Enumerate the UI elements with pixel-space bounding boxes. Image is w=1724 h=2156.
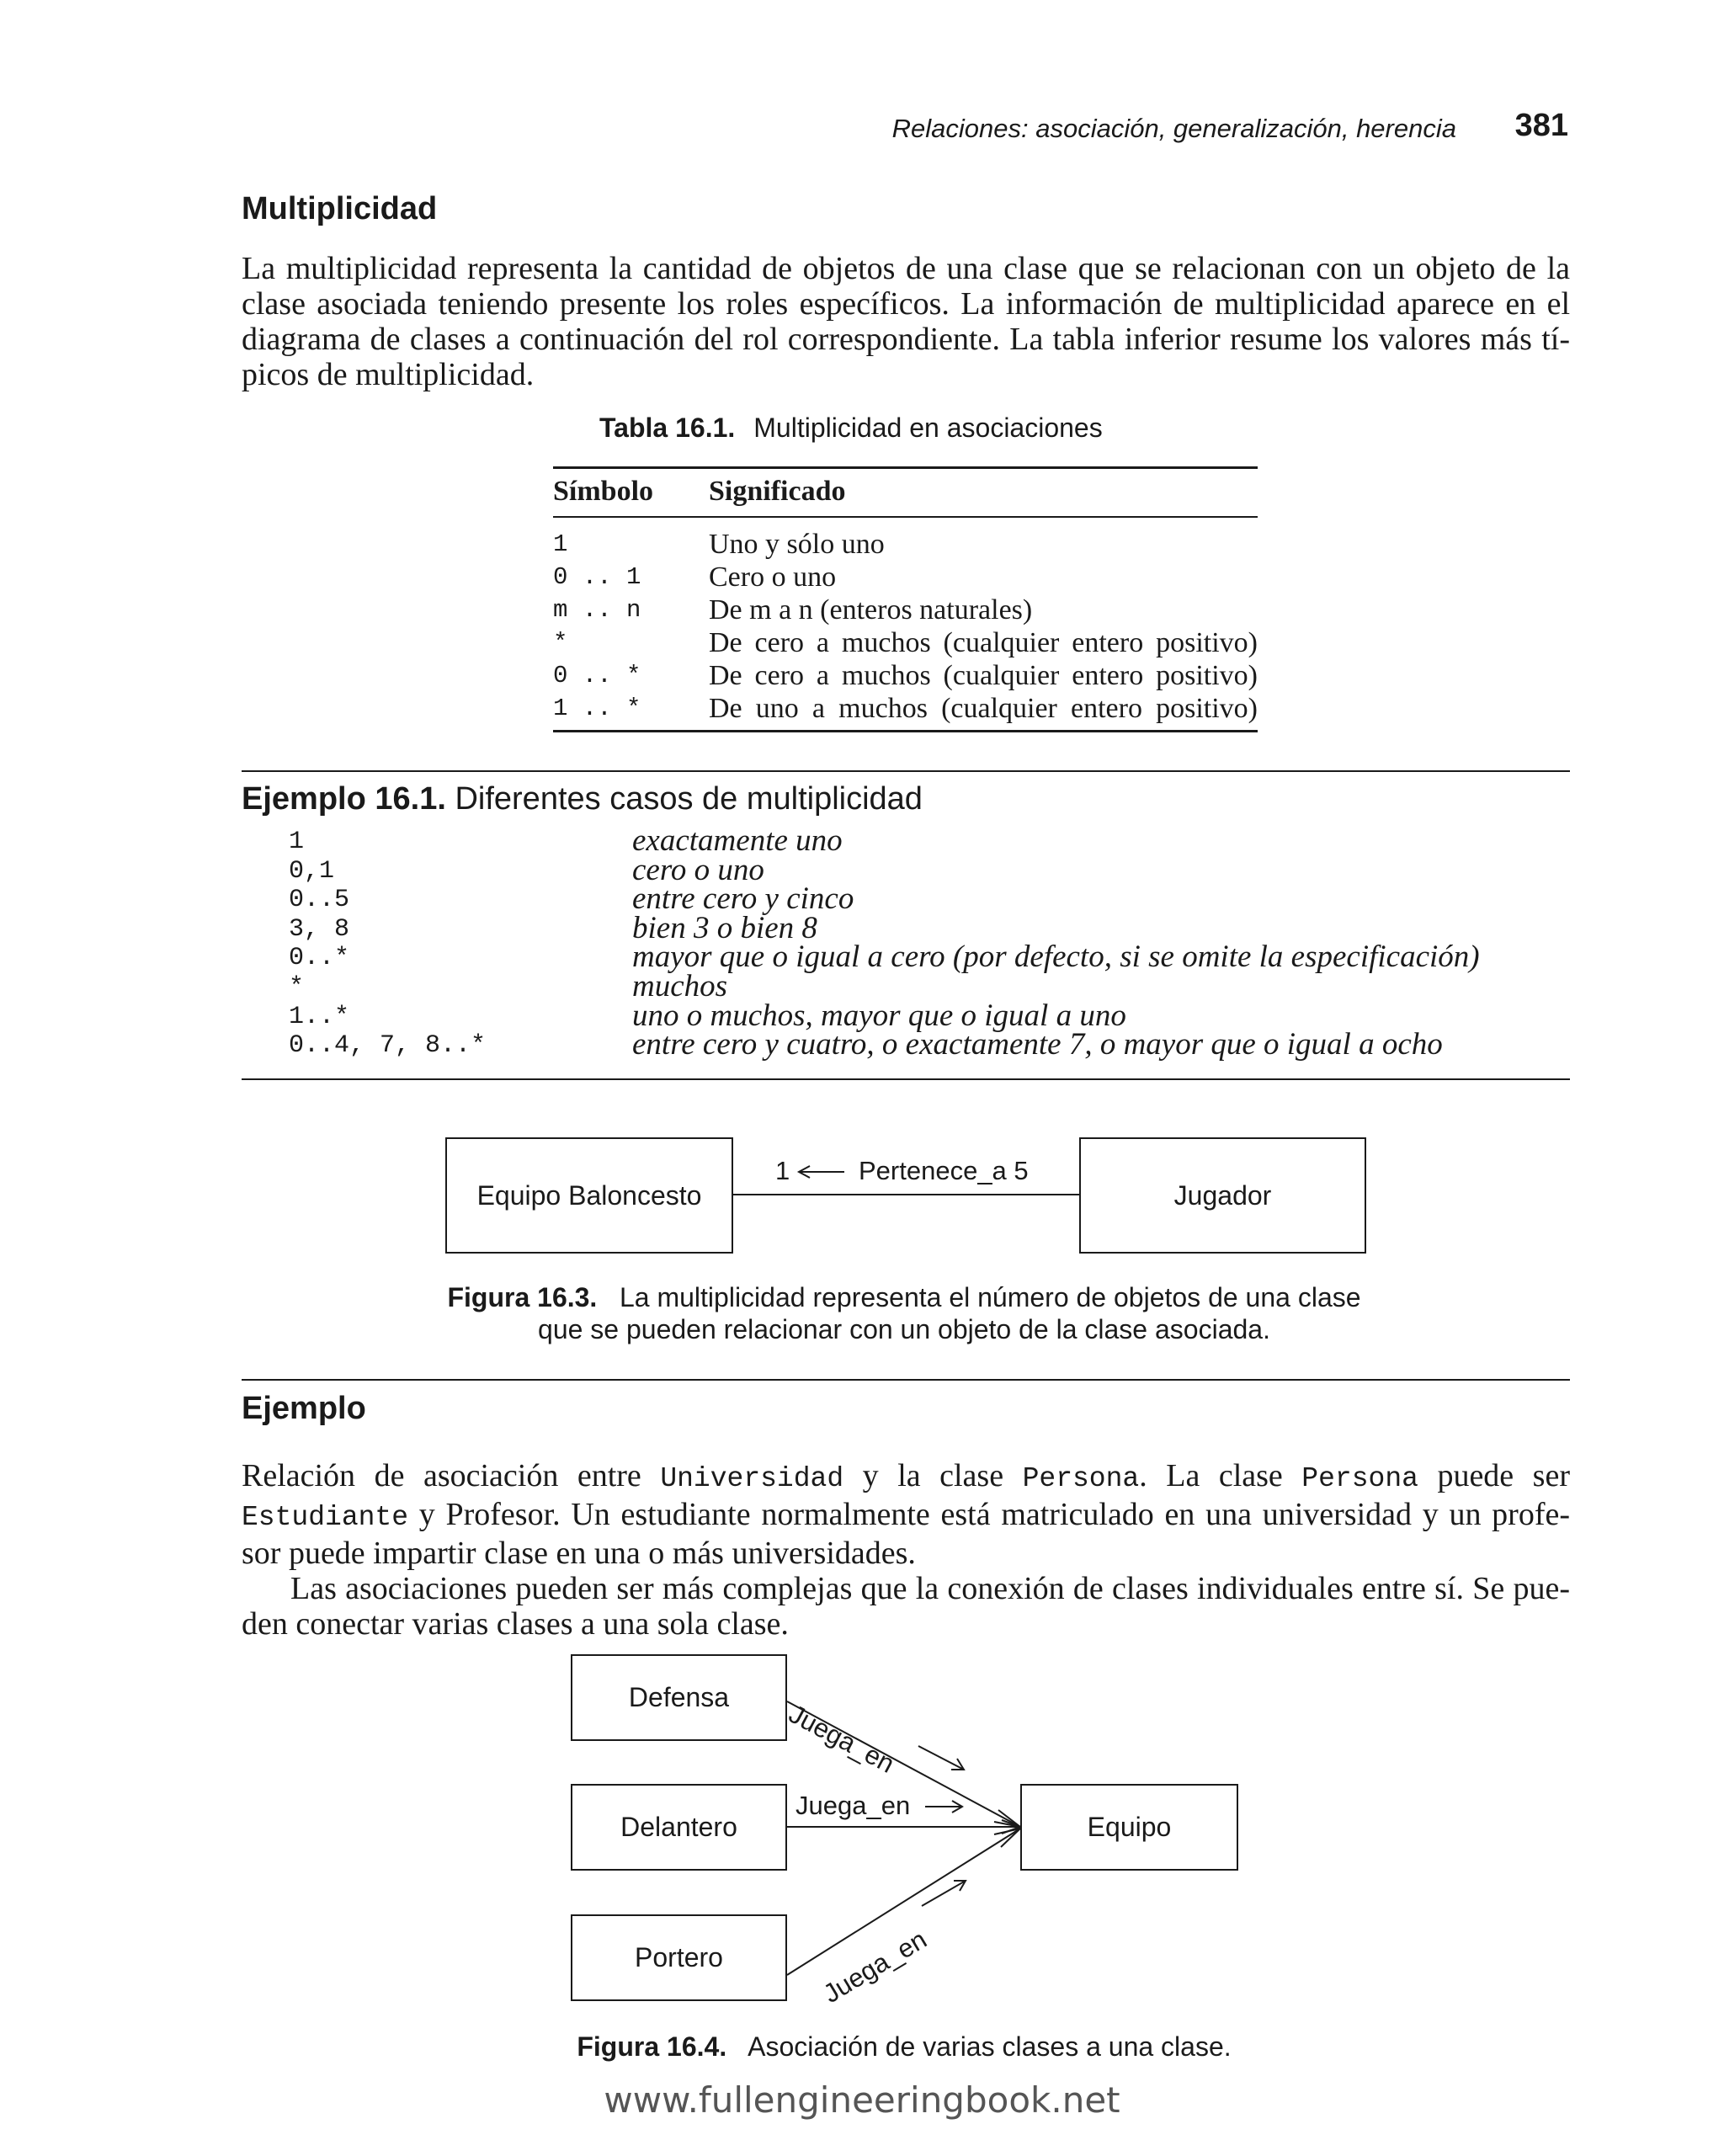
direction-arrow-icon	[918, 1746, 964, 1770]
direction-arrow-icon	[922, 1881, 966, 1906]
ejemplo-paragraph	[242, 1458, 1570, 1642]
table-row	[553, 517, 1258, 561]
table-cell-meaning: De uno a muchos (cualquier entero positivo)	[709, 692, 1258, 732]
paragraph-line: picos de multiplicidad.	[242, 357, 535, 392]
table-cell-symbol: 0 .. 1	[553, 563, 641, 591]
example-code: 0..4, 7, 8..*	[289, 1031, 487, 1061]
caption-text: Asociación de varias clases a una clase.	[748, 2031, 1232, 2062]
caption-line: que se pueden relacionar con un objeto de la clase asociada.	[538, 1314, 1270, 1344]
table-cell-symbol: 0 .. *	[553, 662, 641, 689]
example-description: mayor que o igual a cero (por defecto, si se omite la especificación)	[632, 940, 1480, 975]
table-caption	[599, 413, 1103, 444]
table-cell-meaning: De m a n (enteros naturales)	[709, 594, 1033, 626]
example-description: cero o uno	[632, 852, 764, 887]
table-row	[553, 692, 1258, 732]
multiplicidad-paragraph	[242, 251, 1570, 392]
table-row	[553, 561, 1258, 594]
figure-16-4-caption	[483, 2031, 1325, 2063]
column-header-symbol: Símbolo	[553, 468, 709, 518]
class-box-right: Jugador	[1079, 1137, 1366, 1254]
page-number: 381	[1514, 108, 1568, 143]
running-title: Relaciones: asociación, generalización, herencia	[891, 114, 1456, 143]
class-box-defensa: Defensa	[571, 1654, 787, 1741]
paragraph-line	[242, 1497, 1570, 1536]
example-code: 0,1	[289, 856, 335, 886]
table-caption-text: Multiplicidad en asociaciones	[753, 413, 1103, 443]
table-caption-label: Tabla 16.1.	[599, 413, 736, 443]
section-heading-multiplicidad: Multiplicidad	[242, 191, 438, 226]
figure-16-3-connectors	[0, 1128, 1724, 1271]
text-run: puede ser	[1418, 1458, 1570, 1493]
example-description: bien 3 o bien 8	[632, 910, 817, 945]
association-label-delantero: Juega_en	[795, 1791, 911, 1820]
column-header-meaning: Significado	[709, 468, 1258, 518]
table-cell-meaning: De cero a muchos (cualquier entero positivo)	[709, 660, 1258, 691]
example-description: entre cero y cinco	[632, 881, 854, 917]
code-persona: Persona	[1301, 1463, 1418, 1494]
table-cell-symbol: 1	[553, 530, 568, 558]
example-code: 0..*	[289, 944, 350, 973]
list-item	[289, 823, 1551, 858]
table-header-row	[553, 468, 1258, 518]
class-box-delantero: Delantero	[571, 1784, 787, 1871]
paragraph-line: Las asociaciones pueden ser más complejas que la conexión de clases individuales entre sí. Se pue-	[290, 1571, 1570, 1606]
multiplicity-table	[553, 466, 1258, 732]
paragraph-line: La multiplicidad representa la cantidad de objetos de una clase que se relacionan con un objeto de la	[242, 251, 1570, 286]
caption-text: La multiplicidad representa el número de objetos de una clase	[619, 1282, 1361, 1312]
example-description: exactamente uno	[632, 823, 843, 858]
table-cell-meaning: De cero a muchos (cualquier entero positivo)	[709, 627, 1258, 658]
paragraph-line: den conectar varias clases a una sola clase.	[242, 1606, 789, 1642]
code-estudiante: Estudiante	[242, 1502, 409, 1533]
code-universidad: Universidad	[660, 1463, 844, 1494]
text-run: . La clase	[1139, 1458, 1302, 1493]
example-code: 0..5	[289, 886, 350, 915]
arrowhead-icon	[994, 1810, 1020, 1827]
table-row	[553, 659, 1258, 692]
example-description: uno o muchos, mayor que o igual a uno	[632, 998, 1126, 1033]
paragraph-line: clase asociada teniendo presente los roles específicos. La información de multiplicidad aparece en el	[242, 286, 1570, 322]
example-top-rule	[242, 770, 1570, 772]
arrowhead-icon	[994, 1829, 1020, 1847]
list-item	[289, 1027, 1551, 1062]
text-run: y Profesor. Un estudiante normalmente está matriculado en una universidad y un profe-	[408, 1497, 1570, 1532]
text-run: Relación de asociación entre	[242, 1458, 661, 1493]
text-run: y la clase	[843, 1458, 1023, 1493]
association-label-defensa: Juega_en	[784, 1699, 900, 1779]
association-label: Pertenece_a 5	[859, 1156, 1029, 1185]
table-cell-meaning: Uno y sólo uno	[709, 529, 885, 560]
list-item	[289, 852, 1551, 887]
paragraph-line: diagrama de clases a continuación del rol correspondiente. La tabla inferior resume los valores más tí-	[242, 322, 1570, 357]
section-rule	[242, 1379, 1570, 1381]
paragraph-line	[242, 1458, 1570, 1497]
table-row	[553, 626, 1258, 659]
example-code: *	[289, 972, 305, 1002]
example-code: 3, 8	[289, 914, 350, 944]
left-multiplicity: 1	[775, 1156, 790, 1185]
table-cell-symbol: 1 .. *	[553, 692, 709, 732]
list-item	[289, 881, 1551, 917]
class-box-equipo: Equipo	[1020, 1784, 1238, 1871]
example-list	[289, 823, 1551, 1062]
paragraph-line: sor puede impartir clase en una o más universidades.	[242, 1536, 916, 1571]
example-code: 1..*	[289, 1002, 350, 1031]
caption-label: Figura 16.3.	[447, 1282, 598, 1312]
class-box-portero: Portero	[571, 1914, 787, 2001]
table-cell-symbol: m .. n	[553, 596, 641, 624]
caption-line	[399, 1281, 1409, 1313]
table-cell-meaning: Cero o uno	[709, 562, 837, 593]
table-cell-symbol: *	[553, 629, 568, 657]
example-title	[242, 781, 923, 817]
figure-16-3-caption	[399, 1281, 1409, 1345]
code-persona: Persona	[1022, 1463, 1140, 1494]
example-bottom-rule	[242, 1078, 1570, 1080]
list-item	[289, 940, 1551, 975]
section-heading-ejemplo: Ejemplo	[242, 1391, 366, 1426]
table-row	[553, 594, 1258, 626]
example-description: muchos	[632, 968, 728, 1003]
example-code: 1	[289, 828, 305, 856]
association-label-portero: Juega_en	[818, 1924, 932, 2010]
example-title-text: Diferentes casos de multiplicidad	[455, 781, 923, 817]
caption-label: Figura 16.4.	[577, 2031, 727, 2062]
example-label: Ejemplo 16.1.	[242, 781, 446, 817]
class-box-left: Equipo Baloncesto	[445, 1137, 733, 1254]
example-description: entre cero y cuatro, o exactamente 7, o mayor que o igual a ocho	[632, 1027, 1443, 1062]
watermark: www.fullengineeringbook.net	[604, 2079, 1120, 2121]
